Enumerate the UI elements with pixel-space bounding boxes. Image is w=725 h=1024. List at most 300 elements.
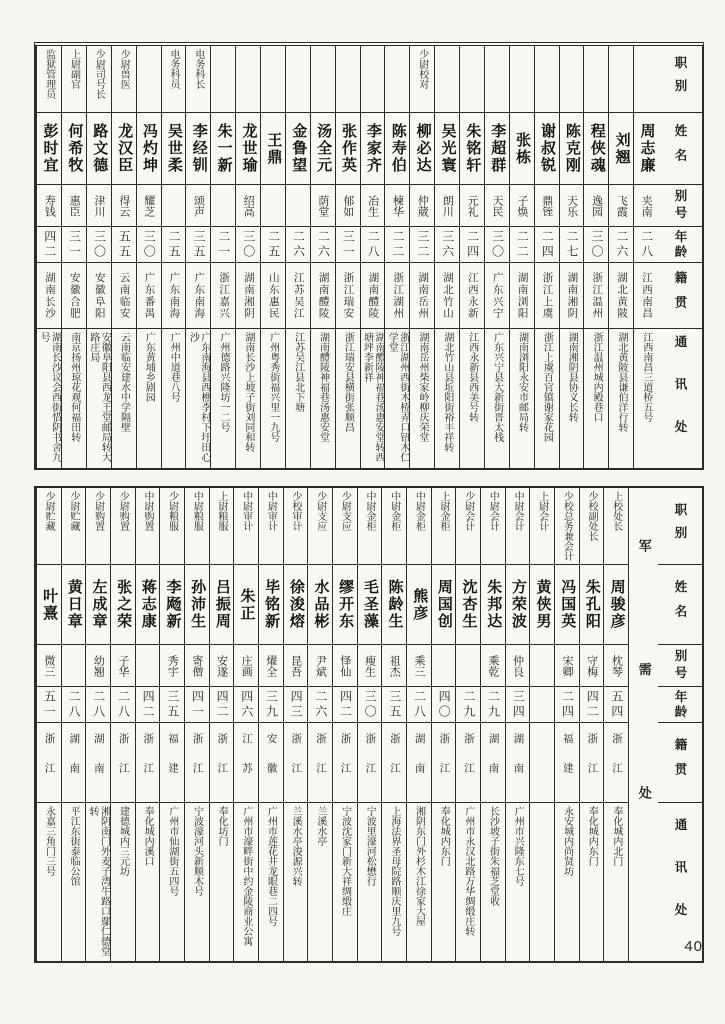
- cell-age: [259, 686, 283, 722]
- cell-origin: [604, 722, 628, 802]
- cell-alias: [560, 184, 584, 226]
- cell-origin: [382, 722, 406, 802]
- cell-title: [604, 488, 628, 564]
- cell-alias: [382, 644, 406, 686]
- person-column: [110, 488, 135, 961]
- origin-text: 湖北黄陂: [616, 271, 629, 320]
- address-text: 浙江上虞百官镇谢家花园: [541, 332, 553, 442]
- name-text: 方荣波: [509, 579, 527, 630]
- field-label-column: [658, 46, 702, 468]
- age-text: 二九: [461, 689, 476, 720]
- row-label-address: [658, 328, 702, 468]
- name-text: 彭时宜: [41, 123, 59, 174]
- person-column: [332, 488, 357, 961]
- address-text: 湖南长沙上坡子街刘同和转: [242, 332, 254, 452]
- cell-title: [185, 488, 209, 564]
- origin-text: 广东南海: [168, 271, 181, 320]
- alias-text: 昆吾: [289, 654, 302, 677]
- name-text: 刘翘: [613, 131, 631, 166]
- cell-title: [456, 488, 480, 564]
- cell-name: [560, 112, 584, 184]
- row-label-age: [658, 226, 702, 262]
- age-text: 三四: [511, 689, 526, 720]
- cell-address: [555, 802, 579, 961]
- name-text: 陈寿伯: [389, 123, 407, 174]
- cell-name: [634, 112, 658, 184]
- title-text: 中尉会计: [487, 491, 499, 531]
- cell-address: [37, 802, 61, 961]
- title-text: 少尉贮藏: [43, 491, 55, 531]
- cell-address: [211, 328, 235, 468]
- cell-title: [385, 46, 409, 112]
- cell-age: [580, 686, 604, 722]
- cell-alias: [186, 184, 210, 226]
- alias-text: 秀宇: [166, 654, 179, 677]
- origin-text: 浙江: [216, 733, 229, 792]
- title-text: 少尉校对: [416, 49, 428, 89]
- person-column: [559, 46, 584, 468]
- row-label-name: [658, 112, 702, 184]
- cell-address: [435, 328, 459, 468]
- alias-text: 瘦生: [363, 654, 376, 677]
- cell-alias: [162, 184, 186, 226]
- cell-title: [236, 46, 260, 112]
- alias-text: 枕琴: [610, 654, 623, 677]
- cell-name: [555, 564, 579, 644]
- cell-address: [580, 802, 604, 961]
- age-text: 二九: [486, 689, 501, 720]
- cell-alias: [234, 644, 258, 686]
- person-column: [579, 488, 604, 961]
- cell-address: [634, 328, 658, 468]
- cell-title: [160, 488, 184, 564]
- cell-age: [112, 226, 136, 262]
- cell-name: [136, 564, 160, 644]
- cell-alias: [236, 184, 260, 226]
- cell-title: [584, 46, 608, 112]
- cell-age: [506, 686, 530, 722]
- name-text: 龙世瑜: [240, 123, 258, 174]
- cell-name: [62, 564, 86, 644]
- cell-title: [37, 46, 61, 112]
- origin-text: 湖南: [413, 733, 426, 792]
- name-text: 李家齐: [364, 123, 382, 174]
- age-text: 五一: [42, 689, 57, 720]
- cell-name: [311, 112, 335, 184]
- cell-alias: [580, 644, 604, 686]
- cell-address: [261, 328, 285, 468]
- cell-origin: [385, 262, 409, 328]
- cell-origin: [286, 262, 310, 328]
- cell-alias: [210, 644, 234, 686]
- address-text: 湘阴东门外杉木江徐家大屋: [413, 806, 425, 926]
- person-column: [86, 46, 111, 468]
- age-text: 四六: [239, 689, 254, 720]
- cell-title: [136, 488, 160, 564]
- cell-title: [112, 46, 136, 112]
- age-text: 二一: [216, 229, 231, 260]
- cell-alias: [284, 644, 308, 686]
- title-text: 少尉支应: [314, 491, 326, 531]
- cell-address: [481, 802, 505, 961]
- cell-age: [111, 686, 135, 722]
- age-text: 二八: [91, 689, 106, 720]
- cell-address: [382, 802, 406, 961]
- cell-address: [236, 328, 260, 468]
- cell-origin: [560, 262, 584, 328]
- cell-title: [560, 46, 584, 112]
- cell-alias: [308, 644, 332, 686]
- name-text: 张栋: [514, 131, 532, 166]
- origin-text: 浙江: [339, 733, 352, 792]
- cell-age: [311, 226, 335, 262]
- origin-text: 浙江温州: [591, 271, 604, 320]
- name-text: 孙沛生: [189, 579, 207, 630]
- address-text: 宁波沈家门新大祥绸缎庄: [339, 806, 351, 916]
- age-text: 三五: [165, 689, 180, 720]
- alias-text: 飞霞: [615, 194, 628, 217]
- origin-text: 浙江: [191, 733, 204, 792]
- row-label-title: [658, 488, 702, 564]
- cell-alias: [481, 644, 505, 686]
- name-text: 叶熹: [41, 587, 59, 622]
- alias-text: 惠臣: [68, 194, 81, 217]
- address-text: 广州德路兴隆坊一二号: [217, 332, 229, 432]
- origin-text: 湖南岳州: [417, 271, 430, 320]
- cell-age: [137, 226, 161, 262]
- title-text: 电务科员: [168, 49, 180, 89]
- cell-address: [185, 802, 209, 961]
- origin-text: 安徽阜阳: [93, 271, 106, 320]
- cell-alias: [530, 644, 554, 686]
- cell-name: [62, 112, 86, 184]
- cell-origin: [234, 722, 258, 802]
- cell-alias: [609, 184, 633, 226]
- cell-origin: [407, 722, 431, 802]
- cell-origin: [62, 722, 86, 802]
- cell-alias: [634, 184, 658, 226]
- cell-address: [609, 328, 633, 468]
- alias-text: 寄僧: [190, 654, 203, 677]
- person-column: [335, 46, 360, 468]
- cell-alias: [160, 644, 184, 686]
- cell-address: [259, 802, 283, 961]
- title-text: 少校副处长: [586, 491, 598, 541]
- cell-age: [460, 226, 484, 262]
- cell-address: [111, 802, 135, 961]
- row-label-alias: [658, 644, 702, 686]
- cell-alias: [137, 184, 161, 226]
- person-column: [484, 46, 509, 468]
- cell-alias: [87, 184, 111, 226]
- cell-title: [234, 488, 258, 564]
- cell-address: [361, 328, 385, 468]
- cell-age: [435, 226, 459, 262]
- cell-title: [410, 46, 434, 112]
- person-column: [633, 46, 658, 468]
- cell-name: [308, 564, 332, 644]
- name-text: 朱邦达: [485, 579, 503, 630]
- section-title-text: 军需处: [636, 539, 652, 910]
- cell-name: [609, 112, 633, 184]
- title-text: 少尉购置: [117, 491, 129, 531]
- cell-title: [361, 46, 385, 112]
- cell-alias: [311, 184, 335, 226]
- person-column: [159, 488, 184, 961]
- age-text: 四二: [42, 229, 57, 260]
- cell-origin: [555, 722, 579, 802]
- address-text: 广州粤秀街福兴里一九号: [267, 332, 279, 442]
- cell-alias: [185, 644, 209, 686]
- cell-age: [634, 226, 658, 262]
- address-text: 湖南浏阳永安市邮局转: [516, 332, 528, 432]
- cell-address: [137, 328, 161, 468]
- title-text: 少校总务兼会计: [561, 491, 573, 561]
- cell-age: [37, 686, 61, 722]
- cell-title: [211, 46, 235, 112]
- cell-title: [435, 46, 459, 112]
- cell-title: [485, 46, 509, 112]
- cell-age: [456, 686, 480, 722]
- age-text: 三六: [440, 229, 455, 260]
- cell-age: [234, 686, 258, 722]
- origin-text: 安徽: [265, 733, 278, 792]
- cell-alias: [361, 184, 385, 226]
- age-text: 二四: [465, 229, 480, 260]
- person-column: [61, 46, 86, 468]
- title-text: 少尉支应: [339, 491, 351, 531]
- cell-alias: [460, 184, 484, 226]
- cell-age: [407, 686, 431, 722]
- origin-text: 广东番禺: [143, 271, 156, 320]
- alias-text: 宋卿: [560, 654, 573, 677]
- age-text: 三九: [264, 689, 279, 720]
- cell-title: [162, 46, 186, 112]
- cell-alias: [555, 644, 579, 686]
- cell-alias: [385, 184, 409, 226]
- cell-name: [432, 564, 456, 644]
- cell-address: [407, 802, 431, 961]
- cell-address: [112, 328, 136, 468]
- cell-title: [62, 488, 86, 564]
- cell-title: [634, 46, 658, 112]
- address-text: 长沙坡子街朱福芝堂收: [487, 806, 499, 906]
- cell-name: [382, 564, 406, 644]
- origin-text: 江苏: [240, 733, 253, 792]
- cell-alias: [136, 644, 160, 686]
- row-label-text: 通讯处: [673, 818, 687, 946]
- cell-alias: [410, 184, 434, 226]
- cell-origin: [259, 722, 283, 802]
- cell-name: [361, 112, 385, 184]
- cell-name: [261, 112, 285, 184]
- alias-text: 天民: [490, 194, 503, 217]
- cell-address: [604, 802, 628, 961]
- alias-text: 朗川: [441, 194, 454, 217]
- cell-age: [62, 686, 86, 722]
- cell-age: [432, 686, 456, 722]
- origin-text: 湖南醴陵: [317, 271, 330, 320]
- origin-text: 湖南醴陵: [367, 271, 380, 320]
- cell-address: [535, 328, 559, 468]
- row-label-text: 姓名: [673, 580, 687, 629]
- cell-address: [584, 328, 608, 468]
- address-text: 湖南醴陵神福巷汤惠安堂转西塘坪李新祥: [361, 332, 384, 462]
- cell-origin: [535, 262, 559, 328]
- cell-address: [530, 802, 554, 961]
- person-column: [381, 488, 406, 961]
- title-text: 中尉审计: [265, 491, 277, 531]
- address-text: 奉化城内东门: [586, 806, 598, 866]
- cell-name: [284, 564, 308, 644]
- address-text: 奉化城内东门: [438, 806, 450, 866]
- cell-name: [160, 564, 184, 644]
- cell-origin: [336, 262, 360, 328]
- cell-origin: [460, 262, 484, 328]
- cell-name: [37, 112, 61, 184]
- name-text: 毕铭新: [263, 579, 281, 630]
- alias-text: 津川: [92, 194, 105, 217]
- origin-text: 安徽合肥: [68, 271, 81, 320]
- origin-text: 江苏吴江: [292, 271, 305, 320]
- cell-age: [385, 226, 409, 262]
- name-text: 张之荣: [115, 579, 133, 630]
- age-text: 二六: [614, 229, 629, 260]
- name-text: 金鲁望: [290, 123, 308, 174]
- cell-title: [460, 46, 484, 112]
- cell-age: [530, 686, 554, 722]
- cell-name: [535, 112, 559, 184]
- cell-origin: [136, 722, 160, 802]
- person-column: [409, 46, 434, 468]
- age-text: 二六: [313, 689, 328, 720]
- cell-origin: [311, 262, 335, 328]
- person-column: [307, 488, 332, 961]
- cell-alias: [485, 184, 509, 226]
- title-text: 少校审计: [290, 491, 302, 531]
- age-text: 二八: [412, 689, 427, 720]
- title-text: 中尉粮服: [191, 491, 203, 531]
- cell-alias: [62, 184, 86, 226]
- alias-text: 燿全: [264, 654, 277, 677]
- age-text: 四二: [215, 689, 230, 720]
- cell-title: [535, 46, 559, 112]
- row-label-text: 籍贯: [673, 271, 687, 320]
- cell-origin: [481, 722, 505, 802]
- cell-alias: [336, 184, 360, 226]
- name-text: 周志廉: [638, 123, 656, 174]
- age-text: 三〇: [490, 229, 505, 260]
- age-text: 三〇: [363, 689, 378, 720]
- cell-title: [37, 488, 61, 564]
- age-text: 二四: [560, 689, 575, 720]
- address-text: 安徽阜阳县西龙王堂邮局转大路庄局: [87, 332, 111, 462]
- row-label-text: 通讯处: [673, 334, 687, 463]
- origin-text: 湖北竹山: [441, 271, 454, 320]
- origin-text: 湖南浏阳: [516, 271, 529, 320]
- alias-text: 鼎铚: [540, 194, 553, 217]
- cell-address: [560, 328, 584, 468]
- origin-text: 浙江: [314, 733, 327, 792]
- person-column: [310, 46, 335, 468]
- person-column: [210, 46, 235, 468]
- title-text: 少尉贮藏: [67, 491, 79, 531]
- cell-name: [510, 112, 534, 184]
- origin-text: 浙江: [586, 733, 599, 792]
- title-text: 少尉兽医: [118, 49, 130, 89]
- cell-name: [111, 564, 135, 644]
- origin-text: 湖南: [92, 733, 105, 792]
- cell-address: [234, 802, 258, 961]
- cell-address: [62, 328, 86, 468]
- cell-name: [259, 564, 283, 644]
- row-label-text: 年龄: [673, 689, 687, 720]
- cell-origin: [634, 262, 658, 328]
- cell-name: [385, 112, 409, 184]
- cell-title: [62, 46, 86, 112]
- person-column: [233, 488, 258, 961]
- person-column: [455, 488, 480, 961]
- cell-age: [185, 686, 209, 722]
- cell-age: [535, 226, 559, 262]
- cell-origin: [62, 262, 86, 328]
- name-text: 李飏新: [164, 579, 182, 630]
- cell-address: [333, 802, 357, 961]
- cell-age: [555, 686, 579, 722]
- age-text: 二八: [366, 229, 381, 260]
- cell-name: [210, 564, 234, 644]
- address-text: 奉化城内溪口: [142, 806, 154, 866]
- cell-age: [481, 686, 505, 722]
- address-text: 湖南醴陵神福巷汤惠安堂: [317, 332, 329, 442]
- address-text: 云南临安建水中学隔壁: [118, 332, 130, 432]
- alias-text: 绍高: [242, 194, 255, 217]
- cell-origin: [333, 722, 357, 802]
- cell-title: [481, 488, 505, 564]
- name-text: 沈杏生: [460, 579, 478, 630]
- origin-text: 湖南: [512, 733, 525, 792]
- cell-address: [506, 802, 530, 961]
- cell-origin: [361, 262, 385, 328]
- title-text: 中尉审计: [240, 491, 252, 531]
- name-text: 水品彬: [312, 579, 330, 630]
- cell-alias: [333, 644, 357, 686]
- age-text: 四二: [585, 689, 600, 720]
- title-text: 中尉会计: [512, 491, 524, 531]
- cell-address: [87, 328, 111, 468]
- alias-text: 得云: [117, 194, 130, 217]
- origin-text: 广东南海: [193, 271, 206, 320]
- origin-text: 福建: [166, 733, 179, 792]
- cell-name: [358, 564, 382, 644]
- cell-origin: [530, 722, 554, 802]
- roster-tables: [34, 42, 704, 963]
- cell-name: [286, 112, 310, 184]
- cell-name: [137, 112, 161, 184]
- cell-name: [234, 564, 258, 644]
- cell-origin: [506, 722, 530, 802]
- address-text: 湖北黄陂县谦伯洋行转: [615, 332, 627, 432]
- name-text: 陈龄生: [386, 579, 404, 630]
- alias-text: 子焕: [515, 194, 528, 217]
- cell-alias: [584, 184, 608, 226]
- cell-alias: [86, 644, 110, 686]
- row-label-origin: [658, 722, 702, 802]
- cell-alias: [259, 644, 283, 686]
- cell-alias: [604, 644, 628, 686]
- cell-title: [555, 488, 579, 564]
- person-column: [357, 488, 382, 961]
